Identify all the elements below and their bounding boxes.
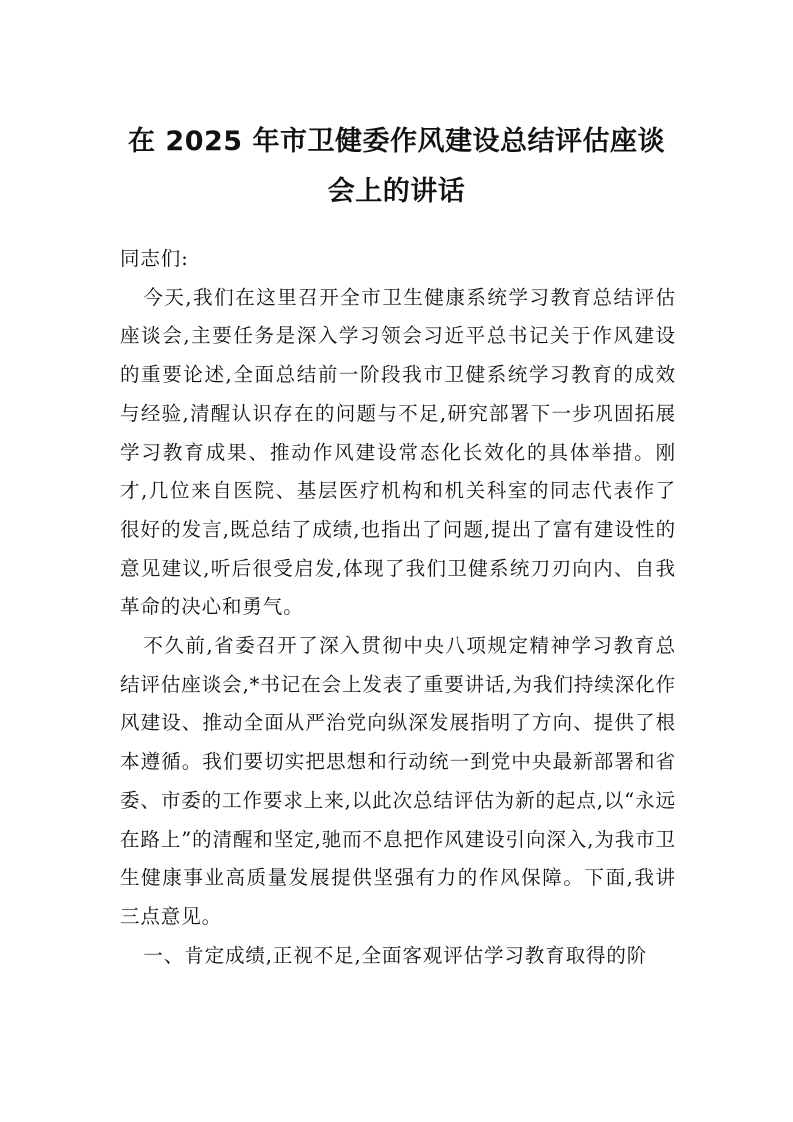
section-heading-1: 一、肯定成绩,正视不足,全面客观评估学习教育取得的阶 xyxy=(143,943,648,967)
salutation: 同志们: xyxy=(120,247,189,270)
document-body xyxy=(120,240,676,975)
paragraph-opening: 今天,我们在这里召开全市卫生健康系统学习教育总结评估座谈会,主要任务是深入学习领会习近平总书记关于作风建设的重要论述,全面总结前一阶段我市卫健系统学习教育的成效与经验,清醒认识存在的问题与不足,研究部署下一步巩固拓展学习教育成果、推动作风建设常态化长效化的具体举措。刚才,几位来自医院、基层医疗机构和机关科室的同志代表作了很好的发言,既总结了成绩,也指出了问题,提出了富有建设性的意见建议,听后很受启发,体现了我们卫健系统刀刃向内、自我革命的决心和勇气。 xyxy=(120,285,676,619)
title-line-2: 会上的讲话 xyxy=(327,176,466,207)
paragraph-context: 不久前,省委召开了深入贯彻中央八项规定精神学习教育总结评估座谈会,*书记在会上发表了重要讲话,为我们持续深化作风建设、推动全面从严治党向纵深发展指明了方向、提供了根本遵循。我们要切实把思想和行动统一到党中央最新部署和省委、市委的工作要求上来,以此次总结评估为新的起点,以“永远在路上”的清醒和坚定,驰而不息把作风建设引向深入,为我市卫生健康事业高质量发展提供坚强有力的作风保障。下面,我讲三点意见。 xyxy=(120,634,676,928)
document-title xyxy=(100,117,693,217)
title-line-1: 在 2025 年市卫健委作风建设总结评估座谈 xyxy=(128,126,665,157)
